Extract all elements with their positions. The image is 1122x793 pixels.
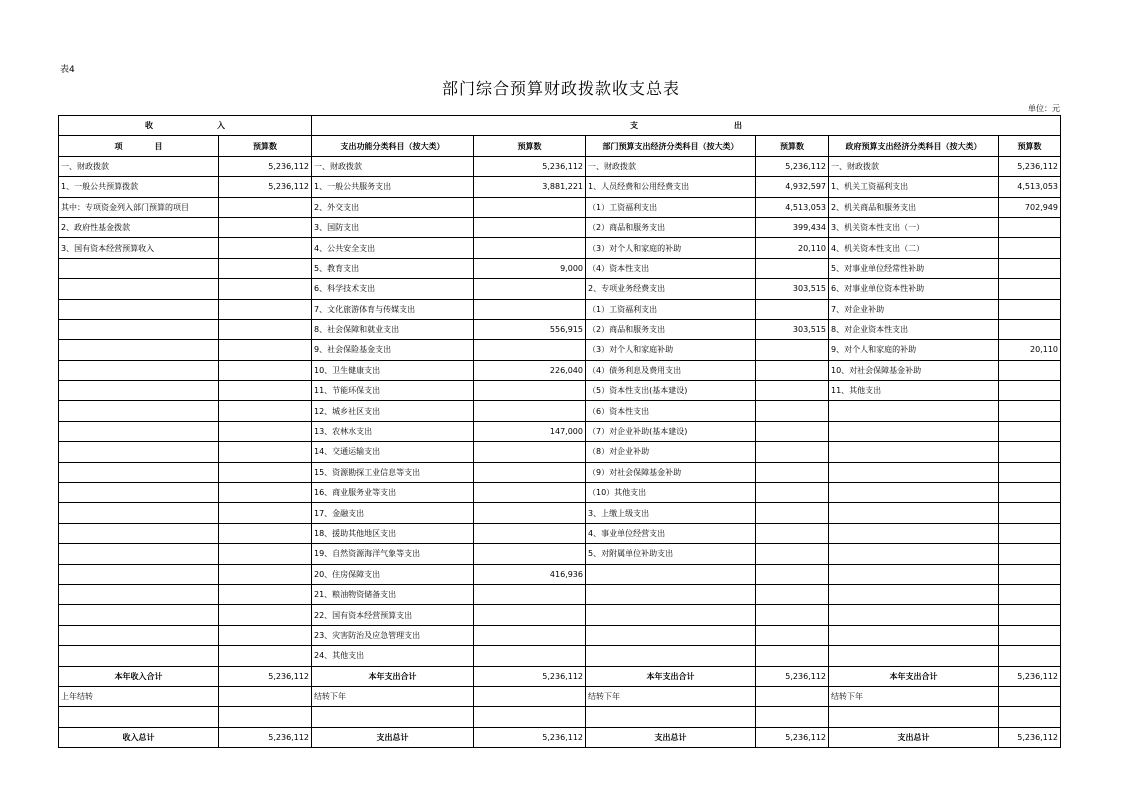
func-item-cell: 7、文化旅游体育与传媒支出 [312,299,474,319]
budget-table [58,115,1061,748]
dept-econ-item-cell: 4、事业单位经营支出 [586,523,756,543]
gov-econ-item-cell [829,503,999,523]
grand-total-label: 支出总计 [312,727,474,747]
func-budget-cell: 9,000 [474,258,586,278]
grand-total-label: 支出总计 [586,727,756,747]
gov-econ-budget-cell [999,462,1061,482]
income-item-cell: 其中：专项资金列入部门预算的项目 [59,197,219,217]
func-budget-cell [474,238,586,258]
dept-econ-item-cell: （4）债务利息及费用支出 [586,360,756,380]
gov-econ-item-cell: 2、机关商品和服务支出 [829,197,999,217]
func-item-cell: 22、国有资本经营预算支出 [312,605,474,625]
header-row-section [59,116,1061,136]
year-total-row [59,666,1061,686]
dept-econ-budget-cell [756,544,829,564]
dept-econ-item-cell: （10）其他支出 [586,483,756,503]
gov-econ-budget-cell [999,421,1061,441]
total-label: 本年支出合计 [586,666,756,686]
dept-econ-budget-cell [756,523,829,543]
carry-value [756,686,829,706]
dept-econ-budget-cell [756,462,829,482]
func-budget-cell [474,217,586,237]
table-row [59,544,1061,564]
gov-econ-item-cell: 一、财政拨款 [829,156,999,176]
gov-econ-item-cell [829,483,999,503]
dept-econ-budget-cell [756,381,829,401]
dept-econ-item-cell: 2、专项业务经费支出 [586,279,756,299]
income-budget-cell [219,279,312,299]
func-budget-cell [474,584,586,604]
table-row [59,360,1061,380]
income-budget-cell [219,299,312,319]
dept-econ-item-cell: （2）商品和服务支出 [586,217,756,237]
func-item-cell: 19、自然资源海洋气象等支出 [312,544,474,564]
income-budget-cell [219,340,312,360]
dept-econ-item-cell: （2）商品和服务支出 [586,319,756,339]
income-item-cell [59,503,219,523]
table-row [59,217,1061,237]
table-row [59,523,1061,543]
func-item-cell: 14、交通运输支出 [312,442,474,462]
income-budget-cell [219,462,312,482]
func-item-cell: 20、住房保障支出 [312,564,474,584]
gov-econ-item-cell: 8、对企业资本性支出 [829,319,999,339]
dept-econ-item-cell: （9）对社会保障基金补助 [586,462,756,482]
gov-econ-budget-cell [999,217,1061,237]
income-budget-cell [219,584,312,604]
grand-total-value: 5,236,112 [756,727,829,747]
gov-econ-budget-cell [999,584,1061,604]
gov-econ-budget-cell [999,258,1061,278]
func-budget-cell: 3,881,221 [474,177,586,197]
func-budget-cell [474,544,586,564]
income-item-cell [59,646,219,666]
func-item-cell: 8、社会保障和就业支出 [312,319,474,339]
dept-econ-item-cell: 1、人员经费和公用经费支出 [586,177,756,197]
func-item-cell: 18、援助其他地区支出 [312,523,474,543]
gov-econ-budget-cell: 702,949 [999,197,1061,217]
table-row [59,625,1061,645]
gov-econ-item-cell [829,625,999,645]
total-label: 本年支出合计 [829,666,999,686]
dept-econ-budget-cell: 5,236,112 [756,156,829,176]
func-budget-cell [474,381,586,401]
gov-econ-budget-cell [999,544,1061,564]
dept-econ-budget-cell: 303,515 [756,319,829,339]
gov-econ-budget-cell [999,360,1061,380]
func-budget-cell [474,279,586,299]
carry-label: 结转下年 [829,686,999,706]
col-header-budget: 预算数 [756,136,829,156]
col-header-budget: 预算数 [474,136,586,156]
gov-econ-item-cell [829,442,999,462]
income-item-cell [59,462,219,482]
func-budget-cell [474,605,586,625]
gov-econ-budget-cell [999,523,1061,543]
dept-econ-item-cell: （1）工资福利支出 [586,197,756,217]
table-row [59,319,1061,339]
gov-econ-budget-cell [999,319,1061,339]
dept-econ-budget-cell: 303,515 [756,279,829,299]
dept-econ-budget-cell [756,503,829,523]
income-budget-cell [219,605,312,625]
dept-econ-budget-cell [756,605,829,625]
table-row [59,177,1061,197]
table-row [59,503,1061,523]
income-item-cell [59,483,219,503]
income-budget-cell [219,523,312,543]
dept-econ-item-cell [586,605,756,625]
table-code: 表4 [60,65,75,75]
grand-total-label: 收入总计 [59,727,219,747]
income-budget-cell [219,646,312,666]
gov-econ-budget-cell [999,605,1061,625]
gov-econ-budget-cell [999,279,1061,299]
grand-total-value: 5,236,112 [999,727,1061,747]
income-item-cell [59,564,219,584]
func-budget-cell: 147,000 [474,421,586,441]
blank-row [59,707,1061,727]
table-row [59,421,1061,441]
dept-econ-budget-cell [756,625,829,645]
gov-econ-item-cell: 1、机关工资福利支出 [829,177,999,197]
table-row [59,156,1061,176]
table-row [59,299,1061,319]
income-item-cell [59,279,219,299]
gov-econ-item-cell [829,564,999,584]
income-item-cell [59,605,219,625]
carry-value [474,686,586,706]
income-budget-cell [219,381,312,401]
income-budget-cell [219,483,312,503]
total-value: 5,236,112 [219,666,312,686]
gov-econ-item-cell [829,462,999,482]
table-row [59,381,1061,401]
dept-econ-budget-cell [756,340,829,360]
func-item-cell: 16、商业服务业等支出 [312,483,474,503]
gov-econ-budget-cell [999,238,1061,258]
func-item-cell: 13、农林水支出 [312,421,474,441]
table-row [59,238,1061,258]
carry-label: 结转下年 [312,686,474,706]
col-header-budget: 预算数 [999,136,1061,156]
dept-econ-item-cell [586,564,756,584]
income-item-cell [59,299,219,319]
gov-econ-item-cell: 6、对事业单位资本性补助 [829,279,999,299]
func-budget-cell [474,646,586,666]
income-item-cell [59,340,219,360]
dept-econ-item-cell: （1）工资福利支出 [586,299,756,319]
func-budget-cell [474,523,586,543]
gov-econ-item-cell [829,584,999,604]
dept-econ-item-cell: （8）对企业补助 [586,442,756,462]
func-budget-cell [474,462,586,482]
gov-econ-item-cell: 11、其他支出 [829,381,999,401]
gov-econ-item-cell: 3、机关资本性支出（一） [829,217,999,237]
func-item-cell: 9、社会保险基金支出 [312,340,474,360]
func-budget-cell [474,503,586,523]
func-item-cell: 11、节能环保支出 [312,381,474,401]
gov-econ-item-cell [829,421,999,441]
table-row [59,258,1061,278]
table-row [59,197,1061,217]
grand-total-row [59,727,1061,747]
func-item-cell: 17、金融支出 [312,503,474,523]
dept-econ-item-cell [586,584,756,604]
dept-econ-item-cell [586,646,756,666]
gov-econ-budget-cell [999,564,1061,584]
gov-econ-item-cell [829,646,999,666]
table-row [59,483,1061,503]
income-item-cell: 一、财政拨款 [59,156,219,176]
gov-econ-item-cell: 9、对个人和家庭的补助 [829,340,999,360]
dept-econ-budget-cell [756,564,829,584]
dept-econ-budget-cell: 20,110 [756,238,829,258]
income-budget-cell [219,544,312,564]
unit-label: 单位：元 [1028,104,1060,113]
col-header-func-class: 支出功能分类科目（按大类） [312,136,474,156]
income-item-cell [59,584,219,604]
func-item-cell: 3、国防支出 [312,217,474,237]
table-row [59,279,1061,299]
gov-econ-budget-cell: 20,110 [999,340,1061,360]
income-budget-cell: 5,236,112 [219,156,312,176]
func-budget-cell [474,625,586,645]
income-budget-cell: 5,236,112 [219,177,312,197]
income-item-cell [59,523,219,543]
table-row [59,646,1061,666]
func-item-cell: 2、外交支出 [312,197,474,217]
table-row [59,564,1061,584]
income-budget-cell [219,360,312,380]
gov-econ-item-cell [829,523,999,543]
dept-econ-item-cell [586,625,756,645]
dept-econ-item-cell: （3）对个人和家庭的补助 [586,238,756,258]
header-row-columns [59,136,1061,156]
dept-econ-budget-cell [756,401,829,421]
table-row [59,401,1061,421]
total-label: 本年收入合计 [59,666,219,686]
func-budget-cell [474,483,586,503]
func-item-cell: 23、灾害防治及应急管理支出 [312,625,474,645]
income-header: 收 入 [59,116,312,136]
func-item-cell: 6、科学技术支出 [312,279,474,299]
func-budget-cell: 556,915 [474,319,586,339]
income-budget-cell [219,217,312,237]
total-value: 5,236,112 [999,666,1061,686]
gov-econ-budget-cell [999,483,1061,503]
dept-econ-budget-cell [756,421,829,441]
gov-econ-item-cell [829,605,999,625]
dept-econ-budget-cell [756,258,829,278]
table-row [59,584,1061,604]
dept-econ-item-cell: （7）对企业补助(基本建设) [586,421,756,441]
carry-label: 上年结转 [59,686,219,706]
func-budget-cell [474,340,586,360]
dept-econ-budget-cell: 4,932,597 [756,177,829,197]
gov-econ-budget-cell [999,299,1061,319]
carry-label: 结转下年 [586,686,756,706]
func-item-cell: 5、教育支出 [312,258,474,278]
gov-econ-item-cell [829,544,999,564]
income-budget-cell [219,564,312,584]
dept-econ-budget-cell [756,584,829,604]
gov-econ-budget-cell [999,401,1061,421]
income-item-cell [59,625,219,645]
total-value: 5,236,112 [474,666,586,686]
gov-econ-item-cell: 7、对企业补助 [829,299,999,319]
func-item-cell: 21、粮油物资储备支出 [312,584,474,604]
col-header-item: 项 目 [59,136,219,156]
gov-econ-budget-cell [999,646,1061,666]
carry-value [999,686,1061,706]
dept-econ-item-cell: 3、上缴上级支出 [586,503,756,523]
income-budget-cell [219,625,312,645]
func-item-cell: 10、卫生健康支出 [312,360,474,380]
income-budget-cell [219,442,312,462]
dept-econ-budget-cell [756,360,829,380]
income-item-cell: 1、一般公共预算拨款 [59,177,219,197]
income-item-cell [59,442,219,462]
income-budget-cell [219,401,312,421]
gov-econ-budget-cell [999,381,1061,401]
dept-econ-budget-cell [756,483,829,503]
grand-total-value: 5,236,112 [219,727,312,747]
grand-total-value: 5,236,112 [474,727,586,747]
gov-econ-item-cell: 4、机关资本性支出（二） [829,238,999,258]
dept-econ-budget-cell [756,442,829,462]
income-item-cell: 3、国有资本经营预算收入 [59,238,219,258]
dept-econ-item-cell: （5）资本性支出(基本建设) [586,381,756,401]
func-item-cell: 12、城乡社区支出 [312,401,474,421]
income-item-cell [59,421,219,441]
dept-econ-budget-cell: 4,513,053 [756,197,829,217]
func-budget-cell: 226,040 [474,360,586,380]
page-title: 部门综合预算财政拨款收支总表 [441,79,680,98]
dept-econ-budget-cell [756,299,829,319]
income-budget-cell [219,421,312,441]
income-budget-cell [219,258,312,278]
gov-econ-budget-cell: 4,513,053 [999,177,1061,197]
income-item-cell [59,381,219,401]
income-budget-cell [219,197,312,217]
total-label: 本年支出合计 [312,666,474,686]
income-item-cell [59,258,219,278]
func-budget-cell [474,401,586,421]
dept-econ-budget-cell [756,646,829,666]
gov-econ-budget-cell [999,442,1061,462]
gov-econ-item-cell: 5、对事业单位经常性补助 [829,258,999,278]
carry-value [219,686,312,706]
col-header-dept-econ-class: 部门预算支出经济分类科目（按大类） [586,136,756,156]
table-row [59,462,1061,482]
income-budget-cell [219,503,312,523]
func-item-cell: 15、资源勘探工业信息等支出 [312,462,474,482]
gov-econ-budget-cell [999,625,1061,645]
grand-total-label: 支出总计 [829,727,999,747]
income-item-cell [59,544,219,564]
func-item-cell: 一、财政拨款 [312,156,474,176]
col-header-budget: 预算数 [219,136,312,156]
table-row [59,605,1061,625]
gov-econ-budget-cell: 5,236,112 [999,156,1061,176]
dept-econ-item-cell: （3）对个人和家庭补助 [586,340,756,360]
dept-econ-item-cell: 一、财政拨款 [586,156,756,176]
gov-econ-item-cell: 10、对社会保障基金补助 [829,360,999,380]
income-item-cell: 2、政府性基金拨款 [59,217,219,237]
income-budget-cell [219,238,312,258]
dept-econ-item-cell: （6）资本性支出 [586,401,756,421]
gov-econ-item-cell [829,401,999,421]
table-row [59,442,1061,462]
income-item-cell [59,319,219,339]
func-budget-cell [474,442,586,462]
func-item-cell: 4、公共安全支出 [312,238,474,258]
total-value: 5,236,112 [756,666,829,686]
expense-header: 支 出 [312,116,1061,136]
dept-econ-item-cell: 5、对附属单位补助支出 [586,544,756,564]
func-budget-cell [474,197,586,217]
func-item-cell: 24、其他支出 [312,646,474,666]
income-budget-cell [219,319,312,339]
func-budget-cell: 416,936 [474,564,586,584]
func-budget-cell [474,299,586,319]
gov-econ-budget-cell [999,503,1061,523]
dept-econ-item-cell: （4）资本性支出 [586,258,756,278]
func-budget-cell: 5,236,112 [474,156,586,176]
col-header-gov-econ-class: 政府预算支出经济分类科目（按大类） [829,136,999,156]
income-item-cell [59,360,219,380]
func-item-cell: 1、一般公共服务支出 [312,177,474,197]
dept-econ-budget-cell: 399,434 [756,217,829,237]
carry-row [59,686,1061,706]
table-row [59,340,1061,360]
income-item-cell [59,401,219,421]
